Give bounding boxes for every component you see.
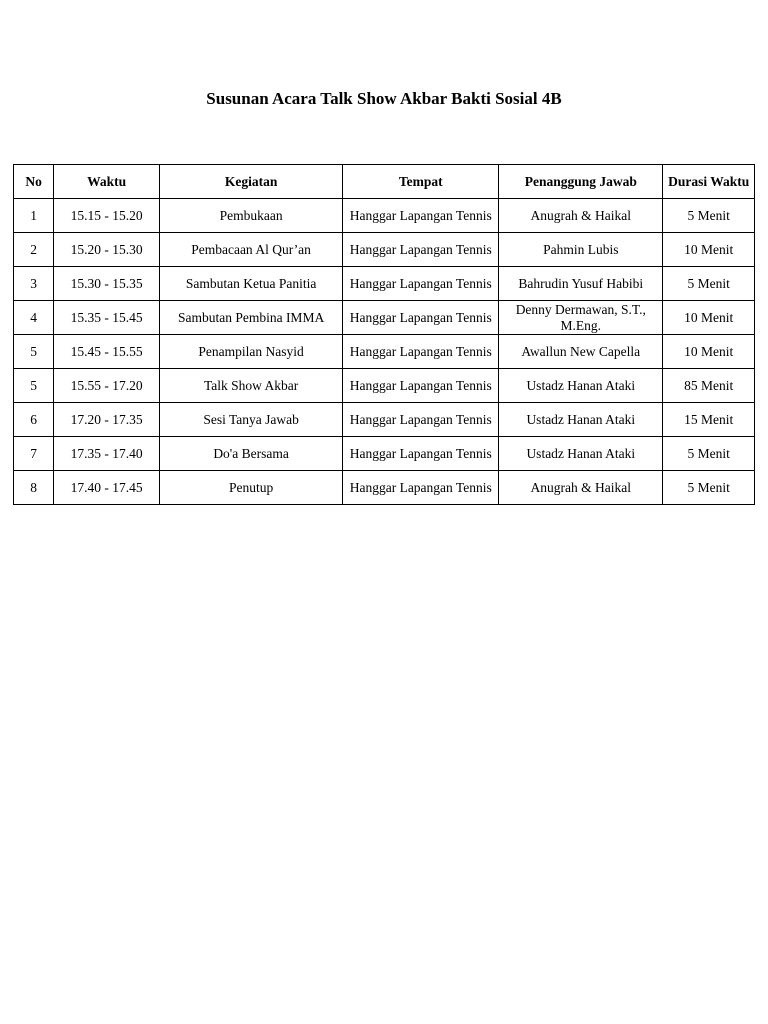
cell-waktu: 15.55 - 17.20 [54,369,160,403]
cell-no: 7 [14,437,54,471]
cell-tempat: Hanggar Lapangan Tennis [343,267,499,301]
header-no: No [14,165,54,199]
cell-durasi: 10 Menit [663,335,755,369]
cell-durasi: 5 Menit [663,267,755,301]
cell-no: 3 [14,267,54,301]
cell-kegiatan: Sambutan Ketua Panitia [159,267,342,301]
cell-durasi: 85 Menit [663,369,755,403]
cell-no: 8 [14,471,54,505]
table-row [14,471,755,505]
cell-waktu: 15.15 - 15.20 [54,199,160,233]
cell-no: 4 [14,301,54,335]
cell-waktu: 15.35 - 15.45 [54,301,160,335]
cell-kegiatan: Pembacaan Al Qur’an [159,233,342,267]
page-title: Susunan Acara Talk Show Akbar Bakti Sosial 4B [206,89,562,108]
table-row [14,199,755,233]
cell-kegiatan: Penutup [159,471,342,505]
header-penanggung-jawab: Penanggung Jawab [499,165,663,199]
cell-no: 1 [14,199,54,233]
cell-durasi: 10 Menit [663,233,755,267]
table-row [14,335,755,369]
table-header [14,165,755,199]
cell-penanggung-jawab: Ustadz Hanan Ataki [499,403,663,437]
cell-tempat: Hanggar Lapangan Tennis [343,301,499,335]
cell-waktu: 15.20 - 15.30 [54,233,160,267]
table-body [14,199,755,505]
cell-waktu: 17.20 - 17.35 [54,403,160,437]
cell-durasi: 15 Menit [663,403,755,437]
cell-penanggung-jawab: Ustadz Hanan Ataki [499,437,663,471]
cell-no: 5 [14,369,54,403]
table-row [14,233,755,267]
schedule-table [13,164,755,505]
cell-kegiatan: Do'a Bersama [159,437,342,471]
table-row [14,301,755,335]
cell-durasi: 10 Menit [663,301,755,335]
table-row [14,369,755,403]
table-row [14,267,755,301]
cell-kegiatan: Sesi Tanya Jawab [159,403,342,437]
cell-kegiatan: Pembukaan [159,199,342,233]
cell-tempat: Hanggar Lapangan Tennis [343,335,499,369]
cell-penanggung-jawab: Anugrah & Haikal [499,471,663,505]
cell-waktu: 15.45 - 15.55 [54,335,160,369]
cell-kegiatan: Sambutan Pembina IMMA [159,301,342,335]
cell-tempat: Hanggar Lapangan Tennis [343,403,499,437]
header-durasi: Durasi Waktu [663,165,755,199]
cell-waktu: 17.40 - 17.45 [54,471,160,505]
cell-penanggung-jawab: Pahmin Lubis [499,233,663,267]
cell-kegiatan: Penampilan Nasyid [159,335,342,369]
cell-penanggung-jawab: Awallun New Capella [499,335,663,369]
table-row [14,403,755,437]
cell-penanggung-jawab: Anugrah & Haikal [499,199,663,233]
cell-no: 5 [14,335,54,369]
cell-penanggung-jawab: Ustadz Hanan Ataki [499,369,663,403]
cell-tempat: Hanggar Lapangan Tennis [343,199,499,233]
cell-durasi: 5 Menit [663,199,755,233]
cell-penanggung-jawab: Bahrudin Yusuf Habibi [499,267,663,301]
cell-no: 2 [14,233,54,267]
cell-durasi: 5 Menit [663,471,755,505]
cell-durasi: 5 Menit [663,437,755,471]
header-waktu: Waktu [54,165,160,199]
cell-penanggung-jawab: Denny Dermawan, S.T., M.Eng. [499,301,663,335]
header-kegiatan: Kegiatan [159,165,342,199]
cell-tempat: Hanggar Lapangan Tennis [343,369,499,403]
header-row [14,165,755,199]
cell-waktu: 17.35 - 17.40 [54,437,160,471]
cell-tempat: Hanggar Lapangan Tennis [343,471,499,505]
cell-kegiatan: Talk Show Akbar [159,369,342,403]
cell-waktu: 15.30 - 15.35 [54,267,160,301]
cell-tempat: Hanggar Lapangan Tennis [343,233,499,267]
cell-tempat: Hanggar Lapangan Tennis [343,437,499,471]
table-row [14,437,755,471]
header-tempat: Tempat [343,165,499,199]
cell-no: 6 [14,403,54,437]
